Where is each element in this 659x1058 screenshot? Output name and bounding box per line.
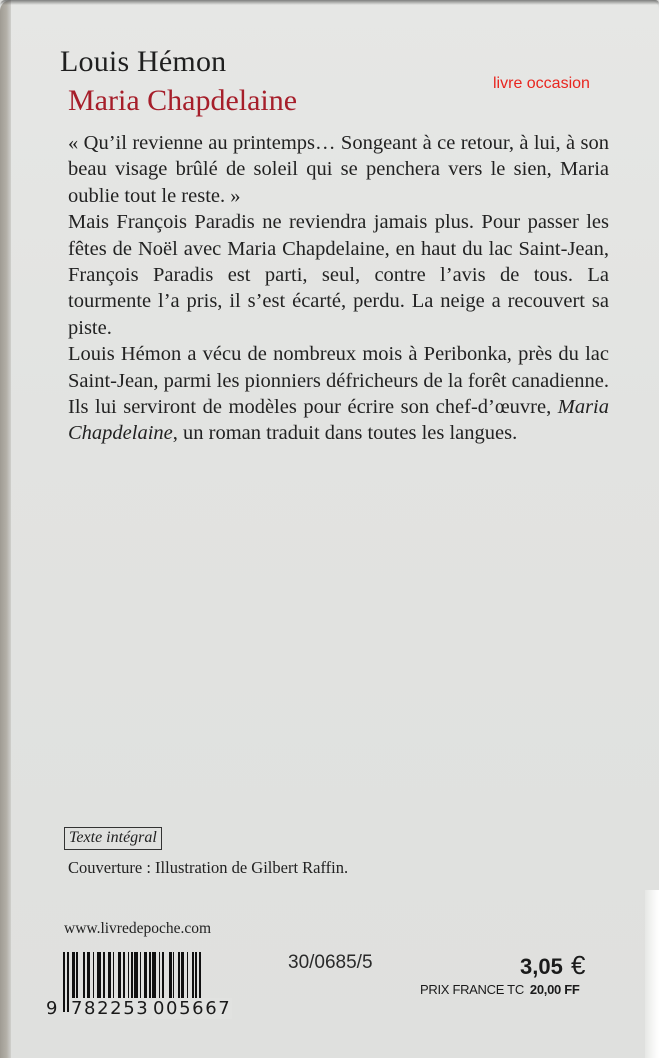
barcode-bar: [181, 952, 184, 998]
barcode-bar: [76, 952, 78, 998]
barcode-bar: [178, 952, 180, 998]
reference-code: 30/0685/5: [288, 952, 373, 973]
isbn-first-digit: 9: [46, 998, 58, 1019]
blurb-paragraph-2-text: Louis Hémon a vécu de nombreux mois à Peribonka, près du lac Saint-Jean, parmi les pionniers défricheurs de la forêt canadienne. Ils lui serviront de modèles pour écrire son chef-d’œuvre,: [68, 343, 609, 419]
blurb-paragraph-2: [68, 341, 609, 447]
price-france: [420, 982, 580, 997]
book-title: Maria Chapdelaine: [68, 84, 298, 117]
barcode-bar: [113, 952, 114, 998]
barcode-bar: [173, 952, 174, 998]
barcode-bar: [108, 952, 111, 998]
book-spine-edge: [0, 0, 11, 1058]
blurb-paragraph-2-end: , un roman traduit dans toutes les langues.: [172, 422, 518, 445]
barcode-bar: [93, 952, 94, 998]
barcode-bar: [97, 952, 101, 998]
barcode-bar: [187, 952, 188, 998]
barcode-bar: [144, 952, 147, 998]
author-name: Louis Hémon: [60, 45, 227, 78]
isbn-left-group: 782253: [71, 998, 150, 1019]
barcode-bar: [83, 952, 85, 998]
barcode-bar: [192, 952, 194, 998]
cover-credit: Couverture : Illustration de Gilbert Raffin.: [68, 858, 349, 877]
worn-right-edge: [645, 890, 659, 1058]
barcode-bar: [67, 952, 69, 1012]
barcode-bar: [159, 952, 160, 998]
barcode-bar: [118, 952, 121, 998]
isbn-right-group: 005667: [153, 998, 232, 1019]
full-text-badge: Texte intégral: [64, 827, 162, 850]
barcode-bar: [72, 952, 75, 998]
barcode-bar: [87, 952, 90, 998]
seller-tag: livre occasion: [493, 75, 590, 92]
barcode-bar: [134, 952, 138, 998]
euro-symbol: €: [570, 950, 586, 980]
barcode-bar: [63, 952, 65, 1012]
barcode-bar: [103, 952, 105, 998]
barcode-bar: [140, 952, 141, 998]
barcode-bar: [169, 952, 172, 998]
blurb-quote: « Qu’il revienne au printemps… Songeant à ce retour, à lui, à son beau visage brûlé de soleil qui se penchera vers le sien, Maria oublie tout le reste. »: [68, 132, 609, 207]
price-euro-value: 3,05: [520, 954, 563, 979]
barcode-bar: [162, 952, 164, 998]
barcode-bar: [123, 952, 125, 998]
back-cover-blurb: [68, 130, 609, 447]
barcode-bar: [149, 952, 151, 998]
top-edge-shadow: [0, 0, 659, 5]
publisher-website: www.livredepoche.com: [64, 920, 212, 937]
price-euro: [520, 950, 585, 981]
price-france-label: PRIX FRANCE TC: [420, 982, 524, 997]
price-ff-value: 20,00 FF: [529, 982, 580, 997]
barcode-bar: [152, 952, 156, 998]
blurb-paragraph-1: Mais François Paradis ne reviendra jamais plus. Pour passer les fêtes de Noël avec Maria Chapdelaine, en haut du lac Saint-Jean, François Paradis est parti, seul, contre l’avis de tous. La tourmente l’a pris, il s’est écarté, perdu. La neige a recouvert sa piste.: [68, 211, 609, 339]
blurb-title-italic: Maria Chapdelaine: [68, 396, 609, 445]
